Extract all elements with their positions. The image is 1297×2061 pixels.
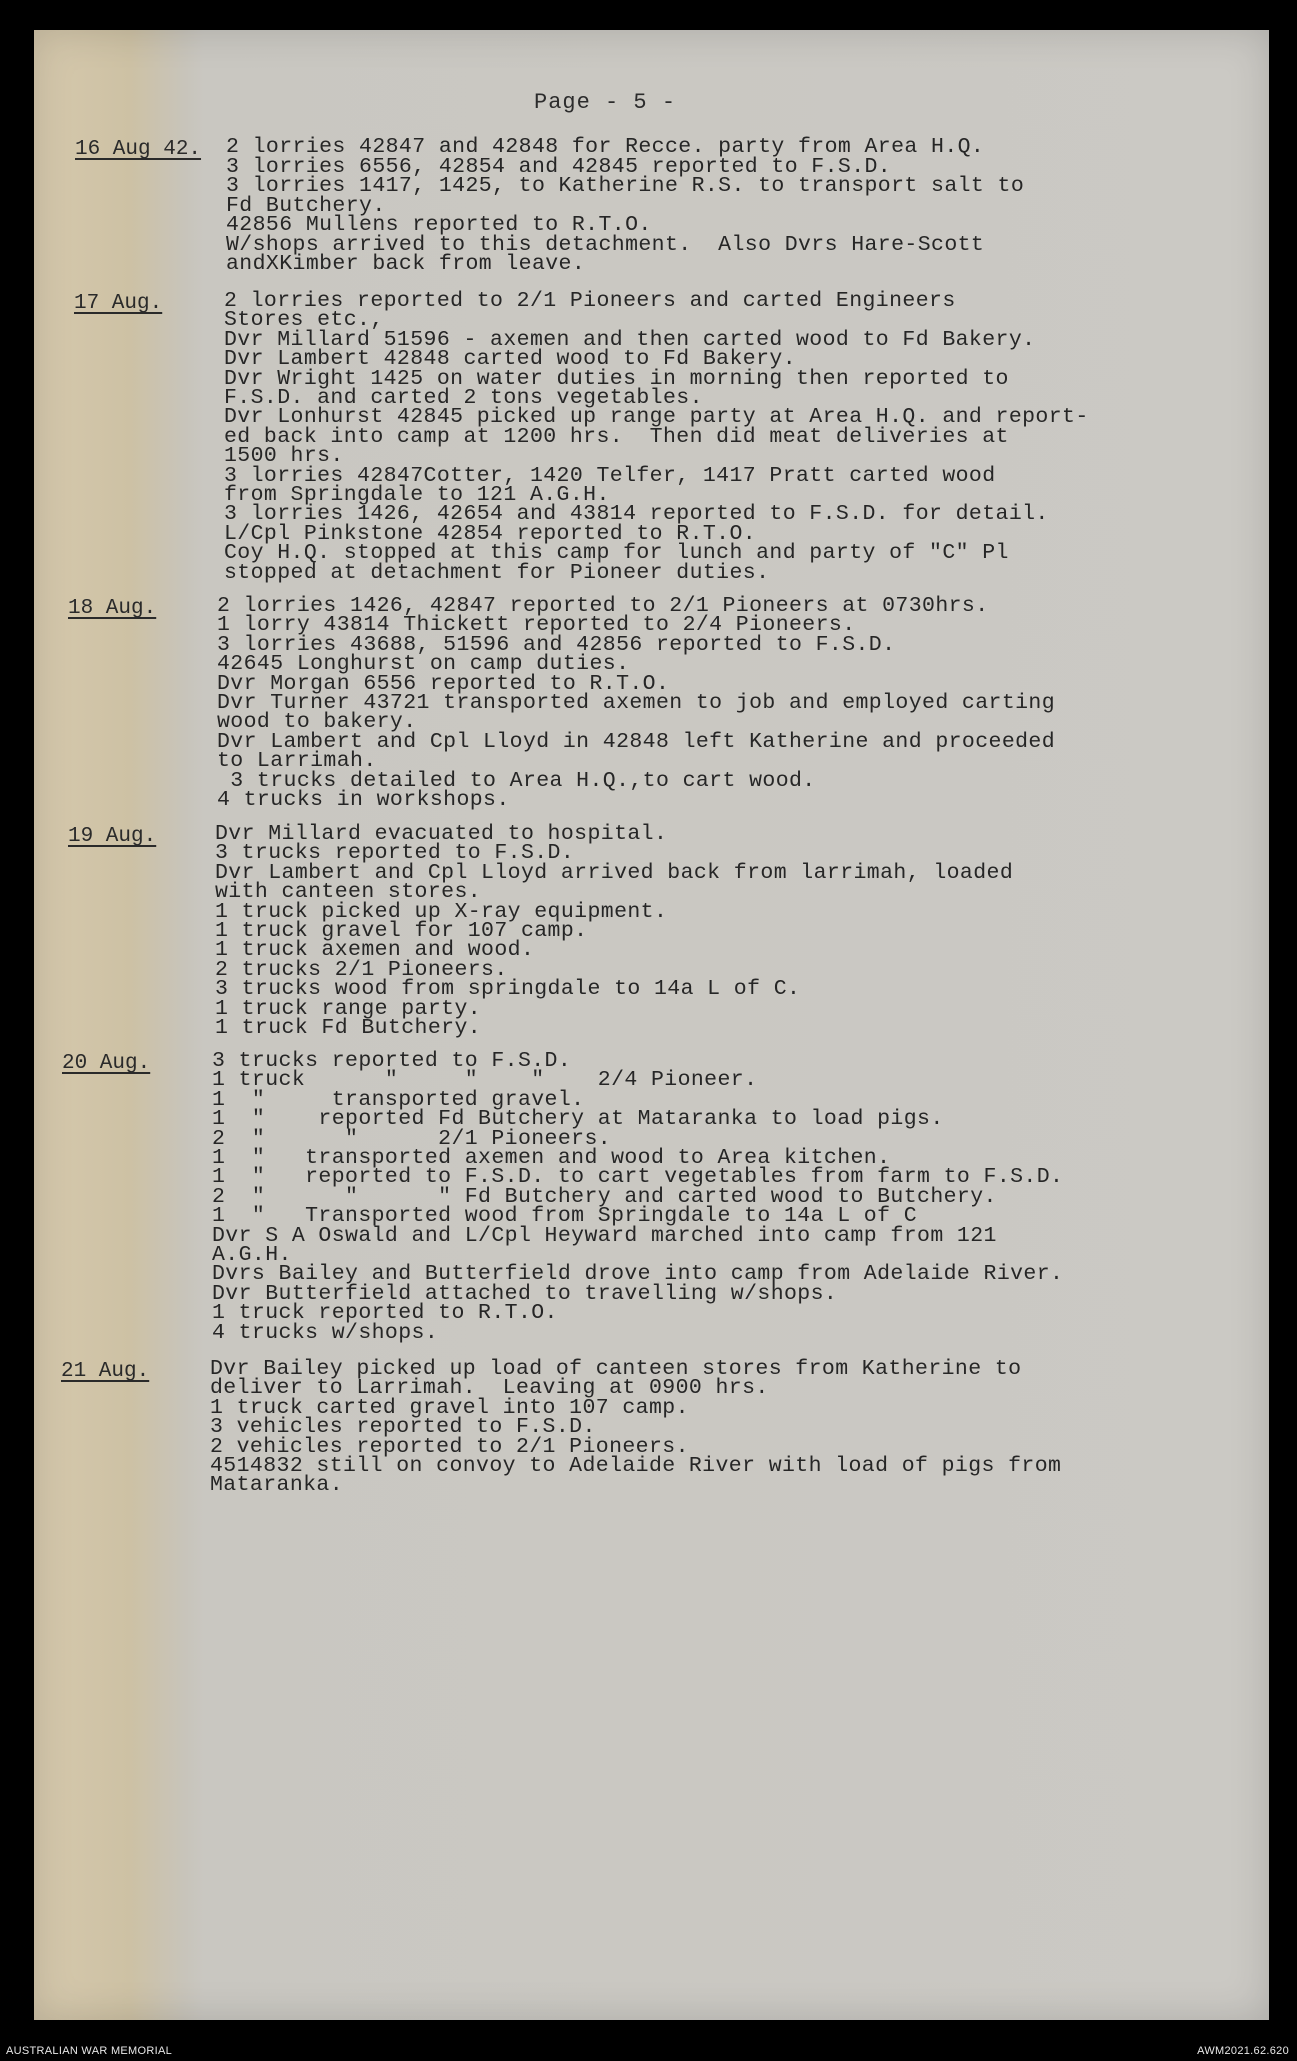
entry-line: Dvr Lambert and Cpl Lloyd in 42848 left Katherine and proceeded [217, 729, 1056, 754]
entry-date: 18 Aug. [68, 597, 157, 620]
entry-line: Stores etc., [224, 308, 384, 333]
entry-line: wood to bakery. [217, 710, 417, 735]
entry-text [217, 594, 1056, 813]
entry-line: 3 lorries 1426, 42654 and 43814 reported to F.S.D. for detail. [224, 502, 1049, 527]
entry-line: Dvr Turner 43721 transported axemen to job and employed carting [217, 691, 1056, 716]
entry-line: 3 lorries 43688, 51596 and 42856 reported to F.S.D. [217, 632, 896, 657]
entry-line: 1 truck range party. [215, 996, 482, 1021]
entry-line: 1 " reported to F.S.D. to cart vegetables from farm to F.S.D. [212, 1165, 1064, 1190]
footer-right-label: AWM2021.62.620 [1197, 2045, 1289, 2057]
entry-line: 3 trucks reported to F.S.D. [212, 1049, 572, 1073]
entry-line: ed back into camp at 1200 hrs. Then did meat deliveries at [224, 424, 1009, 449]
entry-line: 1 truck axemen and wood. [215, 938, 535, 963]
entry-line: from Springdale to 121 A.G.H. [224, 483, 610, 508]
entry-line: 1 truck Fd Butchery. [215, 1016, 482, 1041]
entry-line: andXKimber back from leave. [226, 252, 586, 276]
entry-line: 3 lorries 42847Cotter, 1420 Telfer, 1417 Pratt carted wood [224, 463, 996, 488]
page-heading: Page - 5 - [534, 90, 677, 115]
entry-line: 2 lorries 1426, 42847 reported to 2/1 Pioneers at 0730hrs. [217, 594, 989, 618]
entry-line: deliver to Larrimah. Leaving at 0900 hrs. [210, 1376, 769, 1401]
entry-date: 19 Aug. [68, 825, 157, 848]
entry-line: Dvr Millard evacuated to hospital. [215, 822, 668, 846]
entry-line: W/shops arrived to this detachment. Also Dvrs Hare-Scott [226, 232, 985, 257]
entry-date: 21 Aug. [61, 1360, 150, 1383]
entry-date: 20 Aug. [62, 1052, 151, 1075]
entry-line: Mataranka. [210, 1473, 344, 1498]
entry-line: L/Cpl Pinkstone 42854 reported to R.T.O. [224, 521, 757, 546]
entry-date: 16 Aug 42. [75, 138, 202, 161]
entry-line: Fd Butchery. [226, 193, 386, 218]
entry-line: 1 truck carted gravel into 107 camp. [210, 1395, 689, 1420]
entry-line: 3 trucks detailed to Area H.Q.,to cart wood. [217, 768, 816, 793]
entry-line: 42645 Longhurst on camp duties. [217, 652, 630, 677]
entry-text [226, 135, 1025, 276]
entry-line: with canteen stores. [215, 880, 482, 905]
entry-line: 3 vehicles reported to F.S.D. [210, 1415, 596, 1440]
entry-line: 1 truck picked up X-ray equipment. [215, 899, 668, 924]
entry-line: A.G.H. [212, 1243, 292, 1268]
entry-line: 2 lorries 42847 and 42848 for Recce. party from Area H.Q. [226, 135, 985, 159]
entry-line: 1 " reported Fd Butchery at Mataranka to load pigs. [212, 1107, 944, 1132]
entry-text [215, 822, 1014, 1041]
entry-line: to Larrimah. [217, 749, 377, 774]
entry-line: Dvr Wright 1425 on water duties in morning then reported to [224, 366, 1009, 391]
entry-line: 4514832 still on convoy to Adelaide River with load of pigs from [210, 1454, 1062, 1479]
entry-line: Dvr S A Oswald and L/Cpl Heyward marched into camp from 121 [212, 1223, 997, 1248]
entry-date: 17 Aug. [74, 292, 163, 315]
entry-line: Coy H.Q. stopped at this camp for lunch and party of "C" Pl [224, 541, 1009, 566]
entry-text [210, 1357, 1062, 1498]
entry-line: Dvr Lambert and Cpl Lloyd arrived back from larrimah, loaded [215, 860, 1014, 885]
entry-line: F.S.D. and carted 2 tons vegetables. [224, 386, 703, 411]
entry-line: Dvr Morgan 6556 reported to R.T.O. [217, 671, 670, 696]
entry-line: Dvr Bailey picked up load of canteen stores from Katherine to [210, 1357, 1022, 1381]
entry-line: 1 " transported axemen and wood to Area kitchen. [212, 1146, 891, 1171]
entry-line: Dvr Millard 51596 - axemen and then carted wood to Fd Bakery. [224, 327, 1036, 352]
entry-line: 1 truck gravel for 107 camp. [215, 919, 588, 944]
entry-line: Dvr Butterfield attached to travelling w/shops. [212, 1281, 838, 1306]
entry-line: 2 " " 2/1 Pioneers. [212, 1126, 612, 1151]
entry-line: 2 lorries reported to 2/1 Pioneers and carted Engineers [224, 289, 956, 313]
entry-line: Dvrs Bailey and Butterfield drove into camp from Adelaide River. [212, 1262, 1064, 1287]
footer-left-label: AUSTRALIAN WAR MEMORIAL [6, 2045, 173, 2057]
entry-line: 1 truck reported to R.T.O. [212, 1301, 558, 1326]
document-page [34, 30, 1269, 2020]
entry-line: 2 vehicles reported to 2/1 Pioneers. [210, 1434, 689, 1459]
entry-line: 1 lorry 43814 Thickett reported to 2/4 Pioneers. [217, 613, 856, 638]
entry-line: 4 trucks w/shops. [212, 1320, 439, 1345]
entry-line: 3 trucks wood from springdale to 14a L of C. [215, 977, 801, 1002]
entry-line: stopped at detachment for Pioneer duties. [224, 560, 770, 585]
entry-line: 3 trucks reported to F.S.D. [215, 841, 575, 866]
entry-line: 4 trucks in workshops. [217, 788, 510, 813]
entry-line: Dvr Lonhurst 42845 picked up range party at Area H.Q. and report- [224, 405, 1089, 430]
entry-text [224, 289, 1089, 585]
entry-line: 1 " transported gravel. [212, 1087, 585, 1112]
entry-line: 1 " Transported wood from Springdale to 14a L of C [212, 1204, 918, 1229]
entry-text [212, 1049, 1064, 1345]
entry-line: 1 truck " " " 2/4 Pioneer. [212, 1068, 758, 1093]
entry-line: Dvr Lambert 42848 carted wood to Fd Bakery. [224, 347, 796, 372]
entry-line: 2 " " " Fd Butchery and carted wood to Butchery. [212, 1184, 997, 1209]
entry-line: 1500 hrs. [224, 444, 344, 469]
entry-line: 3 lorries 1417, 1425, to Katherine R.S. to transport salt to [226, 174, 1025, 198]
entry-line: 42856 Mullens reported to R.T.O. [226, 213, 652, 237]
entry-line: 3 lorries 6556, 42854 and 42845 reported to F.S.D. [226, 154, 892, 179]
entry-line: 2 trucks 2/1 Pioneers. [215, 957, 508, 982]
